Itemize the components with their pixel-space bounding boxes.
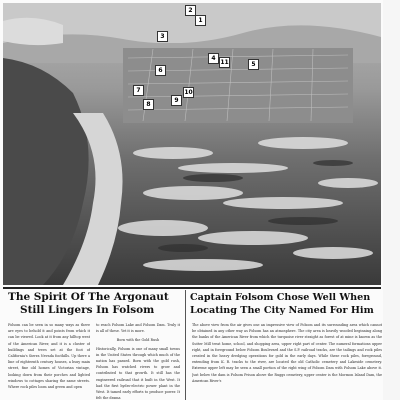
left-headline	[8, 291, 184, 317]
section-divider	[3, 287, 381, 289]
left-article-text-3: Historically, Folsom is one of many small towns in the United States through which much of the nation has passed. Born with the gold rush, Folsom has watched rivers to grow and contributed to that growth. It still has the engineered railroad that it built in the West. It had the first hydro-electric power plant in the West. It tamed early efforts to produce power. It felt the drama	[96, 346, 180, 400]
left-headline-line2: Still Lingers In Folsom	[20, 304, 155, 316]
left-headline-line1: The Spirit Of The Argonaut	[8, 291, 169, 303]
photo-marker-1: 1	[195, 15, 206, 26]
left-article-text-1: Folsom can be seen in so many ways as there are eyes to behold it and points from which it can be viewed. Look at it from any hilltop west of the American River, and it is a cluster of buildings and trees set at the foot of California's Sierra Nevada foothills. Up there a line of eighteenth century houses, a busy main street, fine old homes of Victorian vintage, looking down from their porches and lighted windows to cottages sharing the same streets. Where rock piles loom and green and open	[8, 323, 90, 390]
left-article-subhead: Born with the Gold Rush	[116, 338, 160, 343]
left-article-column-2	[96, 322, 180, 400]
aerial-photo	[3, 3, 381, 285]
aerial-photo-drawing	[3, 3, 381, 285]
photo-marker-4: 4	[208, 53, 219, 64]
photo-marker-7: 7	[133, 85, 144, 96]
photo-marker-6: 6	[155, 65, 166, 76]
page-margin	[383, 0, 400, 400]
column-divider	[185, 290, 186, 400]
photo-marker-2: 2	[185, 5, 196, 16]
right-article-column	[192, 322, 382, 400]
right-headline	[190, 291, 382, 317]
left-article-column-1	[8, 322, 90, 400]
right-headline-line2: Locating The City Named For Him	[190, 305, 374, 316]
left-article-text-2: to reach Folsom Lake and Folsom Dam. Truly it is all of these. Yet it is more.	[96, 323, 180, 334]
photo-marker-9: 9	[171, 95, 182, 106]
photo-marker-10: 10	[184, 89, 193, 96]
photo-marker-11: 11	[220, 59, 229, 66]
photo-marker-3: 3	[157, 31, 168, 42]
right-headline-line1: Captain Folsom Chose Well When	[190, 292, 371, 303]
photo-marker-5: 5	[248, 59, 259, 70]
photo-marker-8: 8	[143, 99, 154, 110]
right-article-text: The above view from the air gives one an impressive view of Folsom and its surrounding area which cannot be obtained in any other way as Folsom has an atmosphere. The city area is heavily wooded beginning along the banks of the American River from which the turquoise river straight as forest of at mine is known as the Sutter Mill treat home, school, and shopping area, upper right part of center. The numeral formations upper right, and in foreground below Folsom Boulevard and the S.P. railroad tracks, are the tailings and rock piles created in the heavy dredging operations for gold in the early days. While these rock piles, foreground, extending from K. R. tracks to the river, are located the old Catholic cemetery and Lakeside cemetery. Extreme upper left may be seen a small portion of the right wing of Folsom Dam with Folsom Lake above it. Just below the dam is Folsom Prison above the Ruggs cemetery, upper center is the Mormon Island Dam, the American River's	[192, 323, 382, 383]
